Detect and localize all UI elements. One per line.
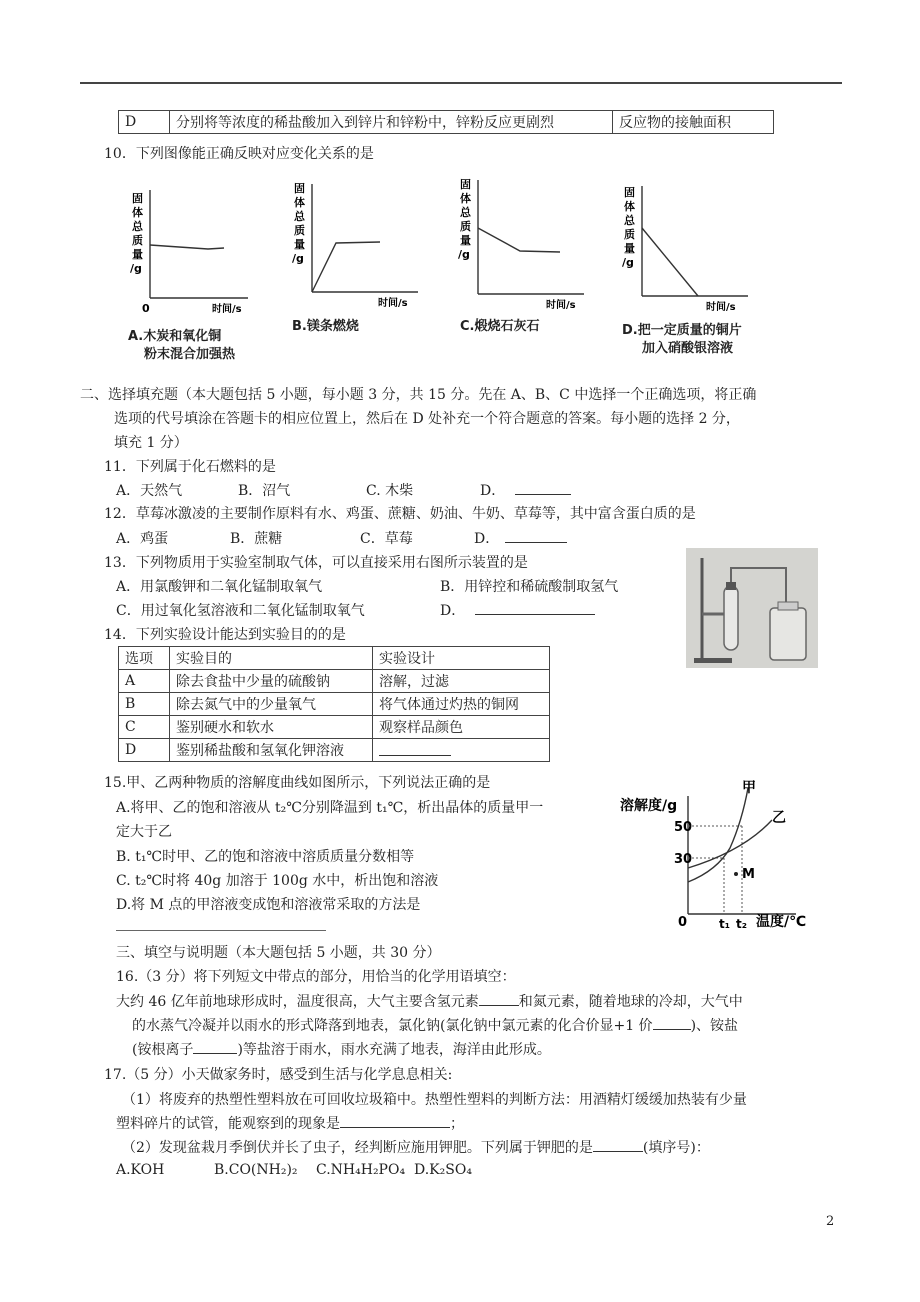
q16-line1: 大约 46 亿年前地球形成时，温度很高，大气主要含氢元素 和氮元素，随着地球的冷却，大气中 xyxy=(116,991,743,1011)
ylabel-char: 质 xyxy=(460,220,471,233)
answer-blank[interactable] xyxy=(505,528,567,543)
label-jia: 甲 xyxy=(742,780,756,796)
answer-line[interactable] xyxy=(116,930,326,931)
answer-blank[interactable] xyxy=(515,480,571,495)
ylabel-char: 量 xyxy=(624,242,635,255)
q13-option-b: B．用锌控和稀硫酸制取氢气 xyxy=(440,579,619,595)
ylabel-char: /g xyxy=(130,262,142,275)
answer-blank[interactable] xyxy=(379,741,451,756)
ylabel-char: 固 xyxy=(624,186,635,199)
cell-description: 分别将等浓度的稀盐酸加入到锌片和锌粉中，锌粉反应更剧烈 xyxy=(170,111,613,134)
curve-yi xyxy=(688,820,772,868)
ylabel-char: 体 xyxy=(132,206,143,219)
ylabel-char: 固 xyxy=(132,192,143,205)
q15-option-d: D.将 M 点的甲溶液变成饱和溶液常采取的方法是 xyxy=(116,897,421,913)
ylabel-char: /g xyxy=(292,252,304,265)
apparatus-drawing xyxy=(686,548,818,668)
table-row xyxy=(119,693,550,716)
ylabel-char: /g xyxy=(622,256,634,269)
col-option: 选项 xyxy=(119,647,170,670)
answer-blank[interactable] xyxy=(193,1039,237,1054)
header-rule xyxy=(80,82,842,84)
caption-d-line2: 加入硝酸银溶液 xyxy=(642,341,734,356)
table-header xyxy=(119,647,550,670)
ylabel-char: 质 xyxy=(132,234,143,247)
cell-design: 将气体通过灼热的铜网 xyxy=(373,693,550,716)
q17-part2: （2）发现盆栽月季倒伏并长了虫子，经判断应施用钾肥。下列属于钾肥的是 (填序号)： xyxy=(122,1137,710,1157)
label-yi: 乙 xyxy=(772,810,786,826)
q14-stem: 14．下列实验设计能达到实验目的的是 xyxy=(104,627,346,643)
solubility-chart xyxy=(618,776,818,936)
answer-blank[interactable] xyxy=(593,1137,643,1152)
ylabel-char: 固 xyxy=(294,182,305,195)
tick-30: 30 xyxy=(674,852,693,867)
ylabel-char: 体 xyxy=(460,192,471,205)
table-row xyxy=(119,670,550,693)
q11-option-a: A．天然气 xyxy=(116,483,183,499)
graph-b xyxy=(292,181,418,309)
q14-table xyxy=(118,646,550,762)
q12-option-d: D． xyxy=(474,528,567,548)
q11-option-d: D． xyxy=(480,480,571,500)
cell-purpose: 鉴别硬水和软水 xyxy=(170,716,373,739)
q11-stem: 11．下列属于化石燃料的是 xyxy=(104,459,276,475)
ylabel-char: 量 xyxy=(294,238,305,251)
cell-purpose: 鉴别稀盐酸和氢氧化钾溶液 xyxy=(170,739,373,762)
section2-line2: 选项的代号填涂在答题卡的相应位置上，然后在 D 处补充一个符合题意的答案。每小题的选择 2 分， xyxy=(114,411,740,427)
ylabel-char: 总 xyxy=(460,206,471,219)
q15-stem: 15.甲、乙两种物质的溶解度曲线如图所示，下列说法正确的是 xyxy=(104,775,491,791)
q12-stem: 12．草莓冰激凌的主要制作原料有水、鸡蛋、蔗糖、奶油、牛奶、草莓等，其中富含蛋白质的是 xyxy=(104,506,696,522)
answer-blank[interactable] xyxy=(475,600,595,615)
q15-option-a-cont: 定大于乙 xyxy=(116,824,172,840)
q15-option-b: B. t₁℃时甲、乙的饱和溶液中溶质质量分数相等 xyxy=(116,849,415,865)
chart-origin: 0 xyxy=(678,915,688,930)
col-purpose: 实验目的 xyxy=(170,647,373,670)
answer-blank[interactable] xyxy=(340,1113,450,1128)
graph-c xyxy=(458,177,584,311)
q11-option-c: C. 木柴 xyxy=(366,483,414,499)
q12-option-a: A．鸡蛋 xyxy=(116,531,169,547)
cell-option: D xyxy=(119,739,170,762)
chart-ylabel: 溶解度/g xyxy=(620,798,678,814)
table-row xyxy=(119,739,550,762)
xlabel: 时间/s xyxy=(546,300,576,311)
tick-t1: t₁ xyxy=(719,917,730,931)
ylabel-char: 体 xyxy=(294,196,305,209)
cell-option: A xyxy=(119,670,170,693)
ylabel-char: 量 xyxy=(132,248,143,261)
chart-xlabel: 温度/℃ xyxy=(756,914,807,930)
q16-line3: (铵根离子 )等盐溶于雨水，雨水充满了地表，海洋由此形成。 xyxy=(132,1039,551,1059)
xlabel: 时间/s xyxy=(212,304,242,315)
ylabel-char: 总 xyxy=(294,210,305,223)
caption-c: C.煅烧石灰石 xyxy=(460,319,540,334)
apparatus-image xyxy=(686,548,818,668)
origin-label: 0 xyxy=(142,302,150,315)
answer-blank[interactable] xyxy=(479,991,519,1006)
section3-title: 三、填空与说明题（本大题包括 5 小题，共 30 分） xyxy=(116,945,441,961)
ylabel-char: /g xyxy=(458,248,470,261)
table-row xyxy=(119,716,550,739)
xlabel: 时间/s xyxy=(378,298,408,309)
graph-a xyxy=(130,190,248,315)
cell-option: C xyxy=(119,716,170,739)
q13-option-c: C．用过氧化氢溶液和二氧化锰制取氧气 xyxy=(116,603,365,619)
q15-option-a: A.将甲、乙的饱和溶液从 t₂℃分别降温到 t₁℃，析出晶体的质量甲一 xyxy=(116,800,544,816)
tick-t2: t₂ xyxy=(736,917,747,931)
q16-line2: 的水蒸气冷凝并以雨水的形式降落到地表，氯化钠(氯化钠中氯元素的化合价显+1 价 )、铵盐 xyxy=(132,1015,738,1035)
q17-option-c: C.NH₄H₂PO₄ xyxy=(316,1162,406,1178)
ylabel-char: 体 xyxy=(624,200,635,213)
caption-a-line1: A.木炭和氧化铜 xyxy=(128,329,222,344)
ylabel-char: 固 xyxy=(460,178,471,191)
cell-option: D xyxy=(119,111,170,134)
xlabel: 时间/s xyxy=(706,302,736,313)
cell-option: B xyxy=(119,693,170,716)
q17-option-d: D.K₂SO₄ xyxy=(414,1162,472,1178)
ylabel-char: 量 xyxy=(460,234,471,247)
section2-line3: 填充 1 分） xyxy=(114,435,188,451)
curve-c xyxy=(478,228,560,252)
ylabel-char: 总 xyxy=(624,214,635,227)
table-row xyxy=(119,111,774,134)
curve-d xyxy=(642,228,698,296)
curve-jia xyxy=(688,788,748,882)
cell-design: 溶解，过滤 xyxy=(373,670,550,693)
caption-a xyxy=(128,328,235,364)
q16-stem: 16.（3 分）将下列短文中带点的部分，用恰当的化学用语填空： xyxy=(116,969,516,985)
q17-stem: 17.（5 分）小天做家务时，感受到生活与化学息息相关: xyxy=(104,1067,453,1083)
cell-design: 观察样品颜色 xyxy=(373,716,550,739)
answer-blank[interactable] xyxy=(653,1015,691,1030)
q12-option-b: B．蔗糖 xyxy=(230,531,283,547)
caption-b: B.镁条燃烧 xyxy=(292,319,359,334)
q17-part1-cont: 塑料碎片的试管，能观察到的现象是 ； xyxy=(116,1113,464,1133)
ylabel-char: 质 xyxy=(294,224,305,237)
tick-50: 50 xyxy=(674,820,693,835)
cell-purpose: 除去食盐中少量的硫酸钠 xyxy=(170,670,373,693)
section2-line1: 二、选择填充题（本大题包括 5 小题，每小题 3 分，共 15 分。先在 A、B、C 中选择一个正确选项，将正确 xyxy=(80,387,757,403)
caption-d xyxy=(622,322,742,358)
curve-b xyxy=(312,242,380,292)
q13-option-a: A．用氯酸钾和二氧化锰制取氧气 xyxy=(116,579,323,595)
caption-a-line2: 粉末混合加强热 xyxy=(144,347,236,362)
page-number: 2 xyxy=(826,1214,835,1229)
cell-design[interactable] xyxy=(373,739,550,762)
cell-factor: 反应物的接触面积 xyxy=(613,111,774,134)
ylabel-char: 总 xyxy=(132,220,143,233)
q13-stem: 13．下列物质用于实验室制取气体，可以直接采用右图所示装置的是 xyxy=(104,555,528,571)
label-m: M xyxy=(742,867,755,882)
q17-option-b: B.CO(NH₂)₂ xyxy=(214,1162,298,1178)
q11-option-b: B．沼气 xyxy=(238,483,291,499)
col-design: 实验设计 xyxy=(373,647,550,670)
q15-option-c: C. t₂℃时将 40g 加溶于 100g 水中，析出饱和溶液 xyxy=(116,873,439,889)
q17-option-a: A.KOH xyxy=(116,1162,165,1178)
graph-d xyxy=(622,185,748,313)
q17-part1: （1）将废弃的热塑性塑料放在可回收垃圾箱中。热塑性塑料的判断方法：用酒精灯缓缓加热装有少量 xyxy=(122,1092,747,1108)
q10-stem: 10．下列图像能正确反映对应变化关系的是 xyxy=(104,146,374,162)
ylabel-char: 质 xyxy=(624,228,635,241)
q13-option-d: D． xyxy=(440,600,595,620)
curve-a xyxy=(150,245,224,249)
top-table xyxy=(118,110,774,134)
caption-d-line1: D.把一定质量的铜片 xyxy=(622,323,742,338)
q12-option-c: C．草莓 xyxy=(360,531,413,547)
point-m xyxy=(734,872,738,876)
cell-purpose: 除去氮气中的少量氧气 xyxy=(170,693,373,716)
